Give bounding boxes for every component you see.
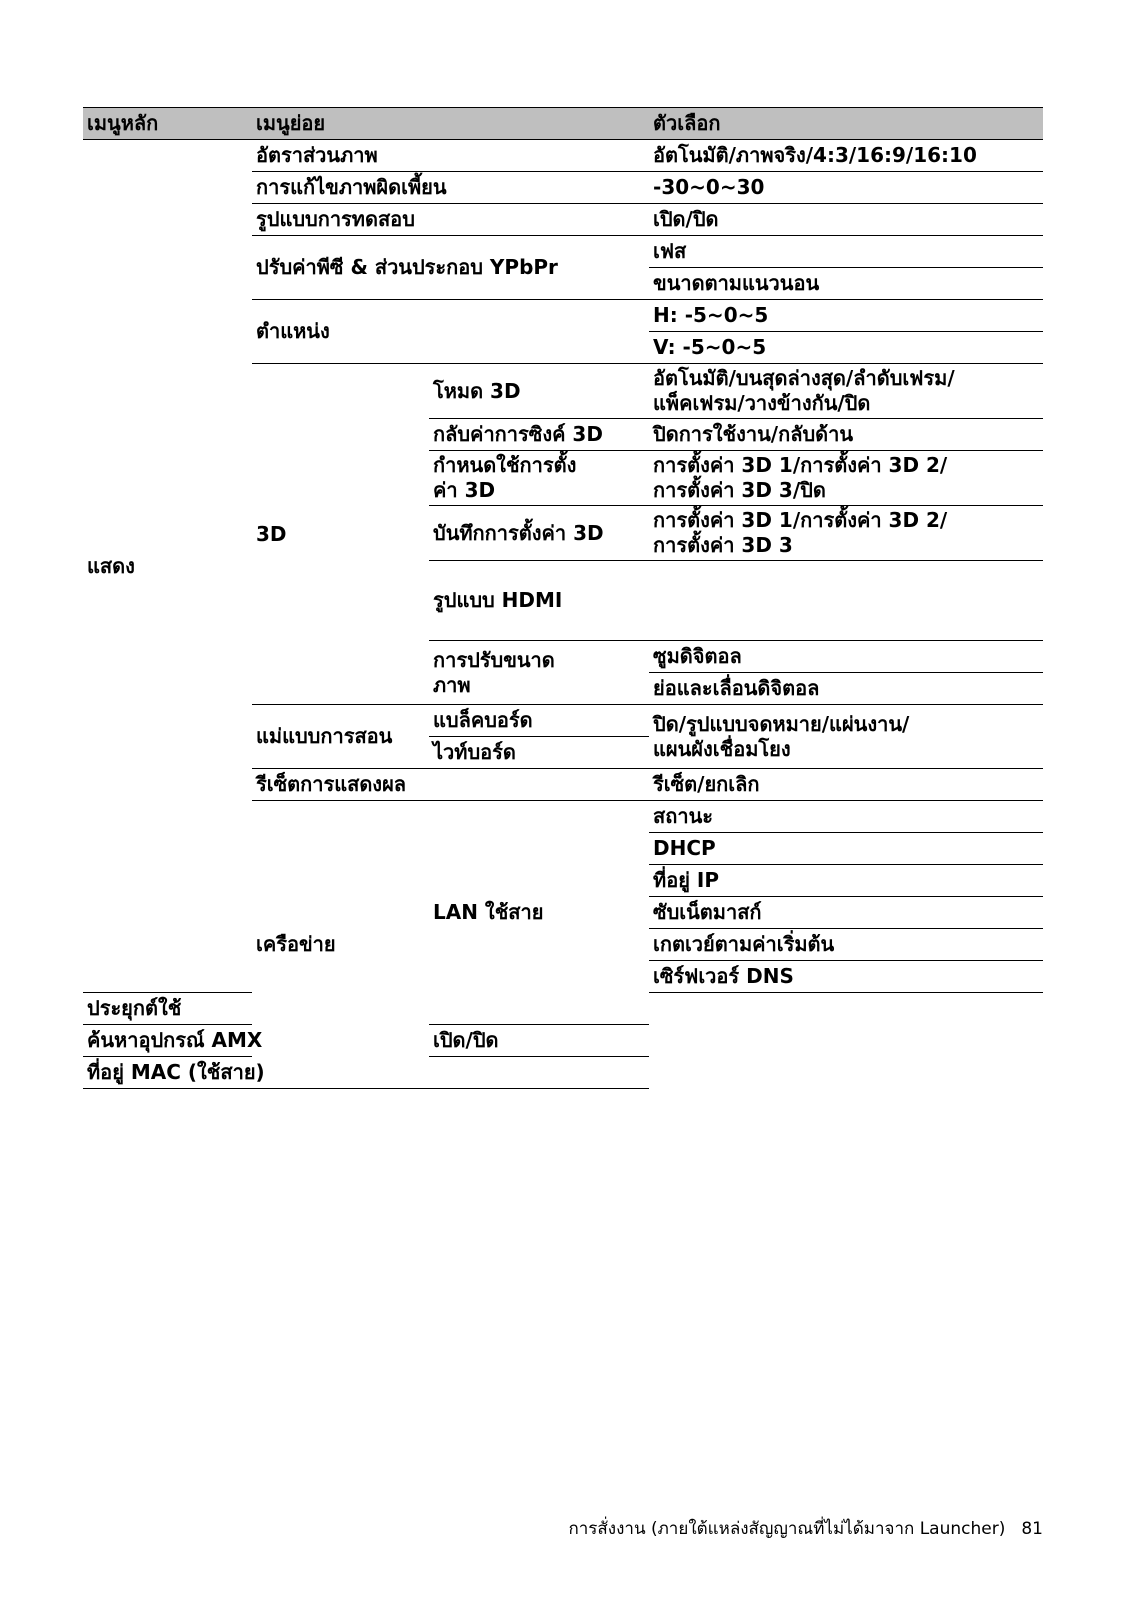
three-d-save-options-line2: การตั้งค่า 3D 3 [653,533,793,557]
three-d-apply-options-line1: การตั้งค่า 3D 1/การตั้งค่า 3D 2/ [653,453,948,477]
three-d-mode-label: โหมด 3D [429,364,649,419]
ip-address-label: ที่อยู่ IP [649,865,1043,897]
table-row [83,140,1043,172]
lan-apply-options [649,993,1043,1025]
position-v: V: -5~0~5 [649,332,1043,364]
three-d-sync-invert-label: กลับค่าการซิงค์ 3D [429,419,649,451]
menu-table [83,107,1043,1089]
footer-text: การสั่งงาน (ภายใต้แหล่งสัญญาณที่ไม่ได้มาจาก Launcher) [568,1519,1006,1539]
three-d-apply-label-line1: กำหนดใช้การตั้ง [433,453,577,477]
digital-shrink-label: ย่อและเลื่อนดิจิตอล [649,673,1043,705]
pc-ypbpr-phase: เฟส [649,236,1043,268]
position-label: ตำแหน่ง [252,300,649,364]
table-row [83,1057,1043,1089]
three-d-sync-invert-options: ปิดการใช้งาน/กลับด้าน [649,419,1043,451]
teaching-template-options [649,705,1043,769]
three-d-mode-options-line1: อัตโนมัติ/บนสุดล่างสุด/ลำดับเฟรม/ [653,366,955,390]
three-d-save-options-line1: การตั้งค่า 3D 1/การตั้งค่า 3D 2/ [653,508,948,532]
zoom-label [429,641,649,705]
three-d-mode-options-line2: แพ็คเฟรม/วางข้างกัน/ปิด [653,391,871,415]
aspect-ratio-options: อัตโนมัติ/ภาพจริง/4:3/16:9/16:10 [649,140,1043,172]
display-reset-options: รีเซ็ต/ยกเลิก [649,769,1043,801]
main-menu-display: แสดง [83,140,252,993]
pc-ypbpr-hsize: ขนาดตามแนวนอน [649,268,1043,300]
teaching-template-options-line1: ปิด/รูปแบบจดหมาย/แผ่นงาน/ [653,711,910,736]
display-reset-label: รีเซ็ตการแสดงผล [252,769,649,801]
dhcp-label: DHCP [649,833,1043,865]
main-menu-network: เครือข่าย [252,801,429,1089]
page-number: 81 [1021,1519,1043,1539]
amx-discovery-options: เปิด/ปิด [429,1025,649,1057]
wired-lan-label: LAN ใช้สาย [429,801,649,1025]
test-pattern-label: รูปแบบการทดสอบ [252,204,649,236]
amx-discovery-label: ค้นหาอุปกรณ์ AMX [83,1025,429,1057]
lan-status-label: สถานะ [649,801,1043,833]
aspect-ratio-label: อัตราส่วนภาพ [252,140,649,172]
zoom-label-line1: การปรับขนาด [433,647,555,672]
table-row [83,1025,1043,1057]
header-main-menu: เมนูหลัก [83,108,252,140]
default-gateway-label: เกตเวย์ตามค่าเริ่มต้น [649,929,1043,961]
lan-apply-label: ประยุกต์ใช้ [83,993,252,1025]
keystone-options: -30~0~30 [649,172,1043,204]
digital-zoom-label: ซูมดิจิตอล [649,641,1043,673]
mac-address-label: ที่อยู่ MAC (ใช้สาย) [83,1057,429,1089]
subnet-mask-label: ซับเน็ตมาสก์ [649,897,1043,929]
three-d-label: 3D [252,364,429,705]
three-d-apply-label-line2: ค่า 3D [433,478,496,502]
test-pattern-options: เปิด/ปิด [649,204,1043,236]
three-d-save-label: บันทึกการตั้งค่า 3D [429,506,649,561]
teaching-template-label: แม่แบบการสอน [252,705,429,769]
three-d-mode-options [649,364,1043,419]
position-h: H: -5~0~5 [649,300,1043,332]
header-options: ตัวเลือก [649,108,1043,140]
table-header-row [83,108,1043,140]
dns-server-label: เซิร์ฟเวอร์ DNS [649,961,1043,993]
three-d-apply-options-line2: การตั้งค่า 3D 3/ปิด [653,478,826,502]
mac-address-options [429,1057,649,1089]
hdmi-format-label: รูปแบบ HDMI [429,561,1043,641]
three-d-save-options [649,506,1043,561]
zoom-label-line2: ภาพ [433,672,471,697]
three-d-apply-label [429,451,649,506]
pc-ypbpr-label: ปรับค่าพีซี & ส่วนประกอบ YPbPr [252,236,649,300]
page-footer [568,1515,1043,1542]
header-sub-menu: เมนูย่อย [252,108,649,140]
whiteboard-label: ไวท์บอร์ด [429,737,649,769]
blackboard-label: แบล็คบอร์ด [429,705,649,737]
three-d-apply-options [649,451,1043,506]
teaching-template-options-line2: แผนผังเชื่อมโยง [653,736,791,761]
keystone-label: การแก้ไขภาพผิดเพี้ยน [252,172,649,204]
